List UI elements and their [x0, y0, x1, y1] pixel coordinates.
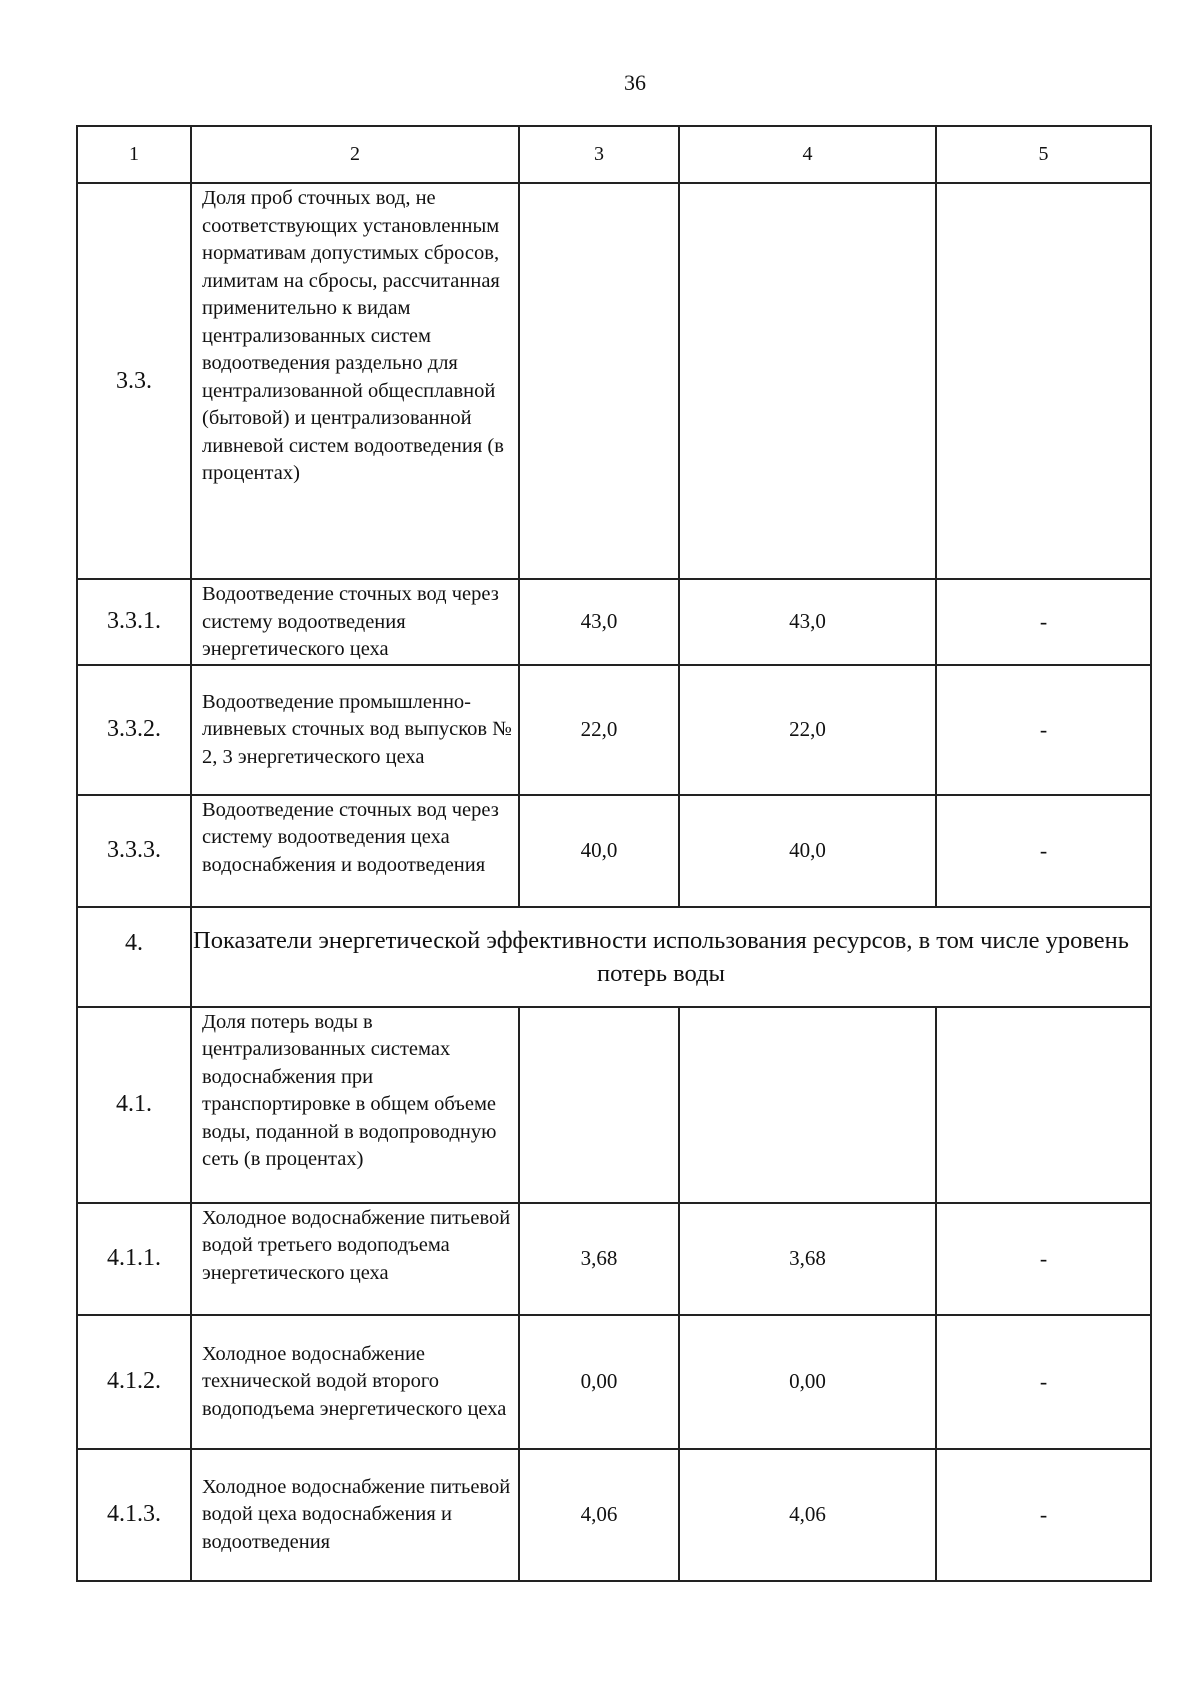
value-col-3: 0,00	[519, 1315, 679, 1449]
section-title: Показатели энергетической эффективности использования ресурсов, в том числе уровень потерь воды	[191, 907, 1151, 1007]
value-col-4: 3,68	[679, 1203, 936, 1315]
value-col-4: 43,0	[679, 579, 936, 665]
value-col-4: 40,0	[679, 795, 936, 907]
row-number: 3.3.3.	[77, 795, 191, 907]
value-col-4: 0,00	[679, 1315, 936, 1449]
value-col-5	[936, 1007, 1151, 1203]
row-description: Доля потерь воды в централизованных системах водоснабжения при транспортировке в общем объеме воды, поданной в водопроводную сеть (в процентах)	[191, 1007, 519, 1203]
table-row	[77, 1449, 1151, 1581]
column-header-4: 4	[679, 126, 936, 183]
value-col-5: -	[936, 1203, 1151, 1315]
value-col-5: -	[936, 795, 1151, 907]
row-description: Водоотведение сточных вод через систему водоотведения энергетического цеха	[191, 579, 519, 665]
value-col-3	[519, 1007, 679, 1203]
row-description: Доля проб сточных вод, не соответствующих установленным нормативам допустимых сбросов, лимитам на сбросы, рассчитанная применительно к видам централизованных систем водоотведения раздельно для централизованной общесплавной (бытовой) и централизованной ливневой систем водоотведения (в процентах)	[191, 183, 519, 579]
section-number: 4.	[77, 907, 191, 1007]
table-row	[77, 579, 1151, 665]
row-description: Холодное водоснабжение питьевой водой цеха водоснабжения и водоотведения	[191, 1449, 519, 1581]
table-row	[77, 1203, 1151, 1315]
value-col-3: 22,0	[519, 665, 679, 795]
value-col-5: -	[936, 665, 1151, 795]
value-col-3: 3,68	[519, 1203, 679, 1315]
row-number: 3.3.2.	[77, 665, 191, 795]
value-col-5: -	[936, 1315, 1151, 1449]
section-row	[77, 907, 1151, 1007]
column-header-1: 1	[77, 126, 191, 183]
table-row	[77, 1007, 1151, 1203]
table-header-row	[77, 126, 1151, 183]
indicators-table	[76, 125, 1152, 1582]
row-description: Водоотведение промышленно-ливневых сточных вод выпусков № 2, 3 энергетического цеха	[191, 665, 519, 795]
value-col-4: 22,0	[679, 665, 936, 795]
column-header-5: 5	[936, 126, 1151, 183]
value-col-5: -	[936, 579, 1151, 665]
table-row	[77, 795, 1151, 907]
table-row	[77, 665, 1151, 795]
row-number: 4.1.3.	[77, 1449, 191, 1581]
row-description: Водоотведение сточных вод через систему водоотведения цеха водоснабжения и водоотведения	[191, 795, 519, 907]
value-col-5: -	[936, 1449, 1151, 1581]
value-col-3: 40,0	[519, 795, 679, 907]
column-header-2: 2	[191, 126, 519, 183]
row-number: 4.1.2.	[77, 1315, 191, 1449]
column-header-3: 3	[519, 126, 679, 183]
row-number: 4.1.	[77, 1007, 191, 1203]
row-description: Холодное водоснабжение питьевой водой третьего водоподъема энергетического цеха	[191, 1203, 519, 1315]
row-number: 4.1.1.	[77, 1203, 191, 1315]
value-col-4: 4,06	[679, 1449, 936, 1581]
row-number: 3.3.	[77, 183, 191, 579]
value-col-3: 43,0	[519, 579, 679, 665]
row-number: 3.3.1.	[77, 579, 191, 665]
table-row	[77, 183, 1151, 579]
value-col-3	[519, 183, 679, 579]
value-col-4	[679, 183, 936, 579]
row-description: Холодное водоснабжение технической водой второго водоподъема энергетического цеха	[191, 1315, 519, 1449]
page-number: 36	[624, 70, 646, 95]
value-col-4	[679, 1007, 936, 1203]
table-row	[77, 1315, 1151, 1449]
value-col-5	[936, 183, 1151, 579]
value-col-3: 4,06	[519, 1449, 679, 1581]
